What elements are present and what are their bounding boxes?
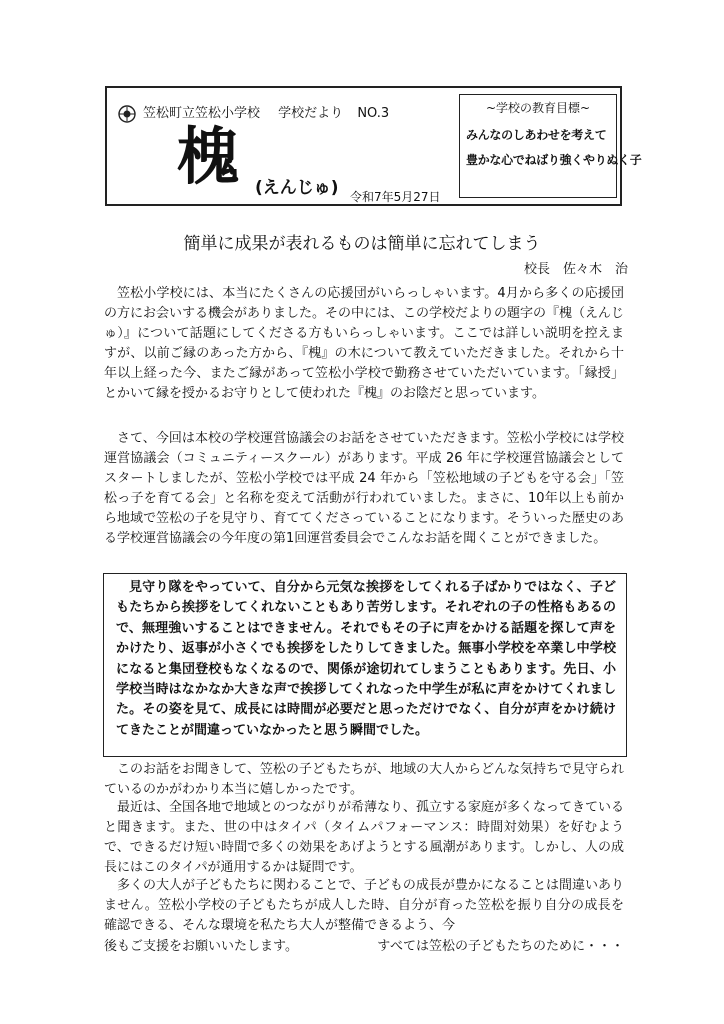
newsletter-title: 槐	[177, 120, 240, 193]
quoted-remark-box	[103, 573, 627, 757]
school-emblem-icon	[117, 104, 137, 124]
goal-line-1: みんなのしあわせを考えて	[466, 128, 607, 142]
newsletter-header	[105, 86, 642, 206]
quoted-remark: 見守り隊をやっていて、自分から元気な挨拶をしてくれる子ばかりではなく、子どもたちから挨拶をしてくれないこともあり苦労します。それぞれの子の性格もあるので、無理強いすることはできません。それでもその子に声をかける話題を探して声をかけたり、返事が小さくでも挨拶をしたりしてきました。無事小学校を卒業し中学校になると集団登校もなくなるので、関係が途切れてしまうこともあります。先日、小学校当時はなかなか大きな声で挨拶してくれなった中学生が私に声をかけてくれました。その姿を見て、成長には時間が必要だと思っただけでなく、自分が声をかけ続けてきたことが間違っていなかったと思う瞬間でした。	[116, 580, 616, 738]
school-line	[117, 102, 389, 124]
paragraph-3: このお話をお聞きして、笠松の子どもたちが、地域の大人からどんな気持ちで見守られているのかがわかり本当に嬉しかったです。	[104, 762, 624, 797]
goal-line-2: 豊かな心でねばり強くやりぬく子	[466, 153, 642, 167]
article-title: 簡単に成果が表れるものは簡単に忘れてしまう	[183, 234, 541, 254]
newsletter-label: 学校だより	[278, 106, 344, 121]
paragraph-5-last-line	[104, 935, 624, 954]
closing-line: すべては笠松の子どもたちのために・・・	[377, 939, 624, 954]
issue-date: 令和7年5月27日	[350, 190, 441, 204]
education-goal-box	[459, 94, 642, 198]
paragraph-5-end: 後もご支援をお願いいたします。	[104, 939, 298, 954]
goal-heading: ~学校の教育目標~	[485, 101, 591, 115]
article-author: 校長 佐々木 治	[523, 262, 628, 277]
paragraph-1: 笠松小学校には、本当にたくさんの応援団がいらっしゃいます。4月から多くの応援団の方にお会いする機会がありました。その中には、この学校だよりの題字の『槐（えんじゅ）』について話題にしてくださる方もいらっしゃいます。ここでは詳しい説明を控えますが、以前ご縁のあった方から、『槐』の木について教えていただきました。それから十年以上経った今、またご縁があって笠松小学校で勤務させていただいています。「縁授」とかいて縁を授かるお守りとして使われた『槐』のお陰だと思っています。	[104, 286, 625, 401]
issue-number: NO.3	[357, 106, 390, 121]
paragraph-2: さて、今回は本校の学校運営協議会のお話をさせていただきます。笠松小学校には学校運営協議会（コミュニティースクール）があります。平成 26 年に学校運営協議会としてスタートしましたが、笠松小学校では平成 24 年から「笠松地域の子どもを守る会」「笠松っ子を育てる会」と名称を変えて活動が行われていました。まさに、10年以上も前から地域で笠松の子を見守り、育ててくださっていることになります。そういった歴史のある学校運営協議会の今年度の第1回運営委員会でこんなお話を聞くことができました。	[104, 431, 624, 546]
title-reading: (えんじゅ)	[255, 178, 339, 198]
paragraph-4: 最近は、全国各地で地域とのつながりが希薄なり、孤立する家庭が多くなってきていると聞きます。また、世の中はタイパ（タイムパフォーマンス：時間対効果）を好むようで、できるだけ短い時間で多くの効果をあげようとする風潮があります。しかし、人の成長にはこのタイパが通用するかは疑問です。	[104, 800, 625, 875]
school-name: 笠松町立笠松小学校	[143, 106, 261, 121]
paragraph-5: 多くの大人が子どもたちに関わることで、子どもの成長が豊かになることは間違いありません。笠松小学校の子どもたちが成人した時、自分が育った笠松を振り自分の成長を確認できる、そんな環境を私たち大人が整備できるよう、今	[104, 878, 624, 933]
